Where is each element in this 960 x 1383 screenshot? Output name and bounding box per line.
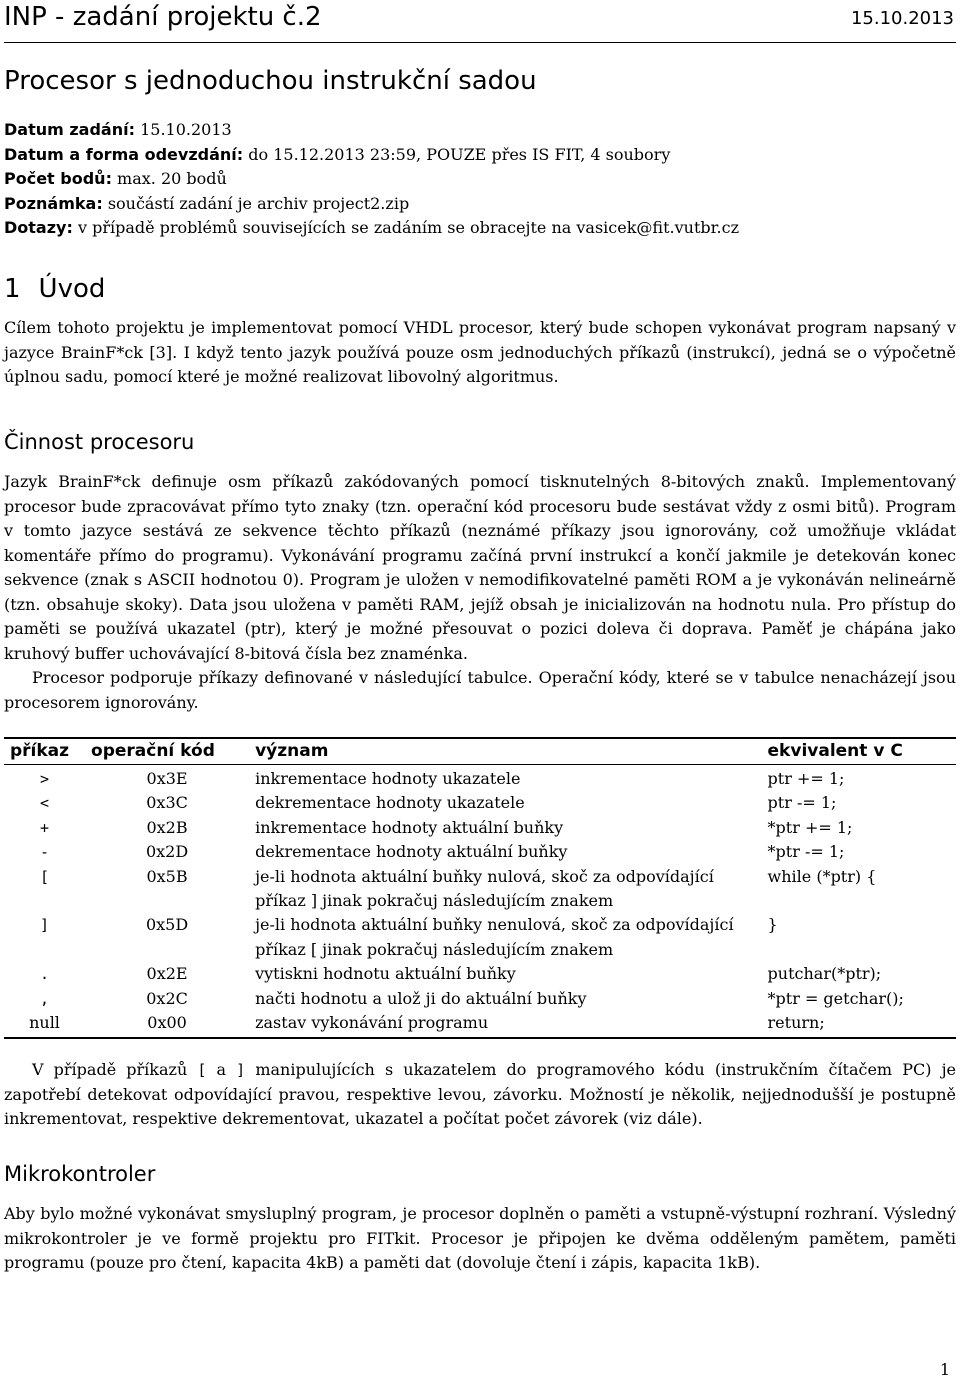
col-header-meaning: význam (249, 738, 761, 765)
cell-opcode: 0x2D (145, 842, 189, 862)
after-table-text: manipulujících s ukazatelem do programového kódu (instrukčním čítačem PC) je zapotřebí detekovat odpovídající pravou, respektive levou, závorku. Možností je několik, nejjednodušší je postupně inkrementovat, respektive dekrementovat, ukazatel a počítat počet závorek (viz dále). (4, 1060, 956, 1128)
meta-value: do 15.12.2013 23:59, POUZE přes IS FIT, 4 soubory (243, 144, 671, 164)
cell-meaning: dekrementace hodnoty ukazatele (255, 793, 525, 813)
meta-row (4, 118, 739, 143)
after-table-paragraph (4, 1058, 956, 1132)
meta-row (4, 192, 739, 217)
meta-block (4, 118, 739, 241)
cell-c-equivalent: *ptr -= 1; (767, 842, 845, 862)
cell-opcode: 0x2C (146, 988, 188, 1008)
meta-label: Datum a forma odevzdání: (4, 144, 244, 164)
page-number: 1 (939, 1360, 950, 1379)
meta-value: 15.10.2013 (135, 120, 232, 139)
cell-opcode: 0x3C (146, 793, 188, 813)
col-header-command: příkaz (4, 738, 85, 765)
header-title: INP - zadání projektu č.2 (4, 2, 322, 32)
code-close-bracket: ] (236, 1061, 246, 1079)
cell-command: . (39, 965, 50, 984)
cell-command: ] (39, 916, 50, 935)
cell-opcode: 0x2E (146, 964, 188, 984)
table-row (4, 913, 956, 962)
cell-c-equivalent: } (767, 915, 778, 935)
meta-label: Poznámka: (4, 193, 103, 213)
cell-c-equivalent: *ptr += 1; (767, 817, 853, 837)
cell-meaning: zastav vykonávání programu (249, 1011, 761, 1038)
cell-command: + (39, 818, 50, 837)
cell-meaning: dekrementace hodnoty aktuální buňky (255, 842, 568, 862)
cell-command: - (39, 843, 50, 862)
meta-value: max. 20 bodů (111, 169, 227, 188)
meta-row (4, 167, 739, 192)
section-heading-cinnost: Činnost procesoru (4, 430, 195, 454)
document-title: Procesor s jednoduchou instrukční sadou (4, 66, 537, 96)
cell-meaning: inkrementace hodnoty aktuální buňky (255, 817, 564, 837)
cell-opcode: 0x00 (85, 1011, 249, 1038)
after-table-text: V případě příkazů (32, 1060, 198, 1079)
table-row (4, 791, 956, 815)
after-table-text: a (206, 1060, 237, 1079)
cell-c-equivalent: putchar(*ptr); (767, 964, 882, 984)
cell-meaning: je-li hodnota aktuální buňky nenulová, skoč za odpovídající příkaz [ jinak pokračuj následujícím znakem (255, 915, 734, 959)
cell-opcode: 0x5D (145, 915, 189, 935)
cell-meaning: načti hodnotu a ulož ji do aktuální buňky (255, 988, 587, 1008)
cell-c-equivalent: *ptr = getchar(); (767, 988, 904, 1008)
meta-row (4, 216, 739, 241)
section-number: 1 (4, 274, 21, 304)
table-row (4, 1011, 956, 1038)
cell-command: null (4, 1011, 85, 1038)
table-row (4, 840, 956, 864)
mikrokontroler-paragraph: Aby bylo možné vykonávat smysluplný program, je procesor doplněn o paměti a vstupně-výstupní rozhraní. Výsledný mikrokontroler je ve formě projektu pro FITkit. Procesor je připojen ke dvěma odděleným pamětem, paměti programu (pouze pro čtení, kapacita 4kB) a paměti dat (dovoluje čtení i zápis, kapacita 1kB). (4, 1204, 956, 1272)
cell-meaning: vytiskni hodnotu aktuální buňky (255, 964, 516, 984)
table-row (4, 816, 956, 840)
cell-c-equivalent: while (*ptr) { (767, 866, 877, 886)
code-open-bracket: [ (197, 1061, 207, 1079)
meta-label: Datum zadání: (4, 120, 135, 139)
section-heading-mikrokontroler: Mikrokontroler (4, 1162, 156, 1186)
cell-command: , (39, 989, 50, 1008)
cinnost-paragraph-1: Jazyk BrainF*ck definuje osm příkazů zakódovaných pomocí tisknutelných 8-bitových znaků. Implementovaný procesor bude zpracovávat přímo tyto znaky (tzn. operační kód procesoru bude sestávat vždy z osmi bitů). Program v tomto jazyce sestává ze sekvence těchto příkazů (neznámé příkazy jsou ignorovány, což umožňuje vkládat komentáře přímo do programu). Vykonávání programu začíná první instrukcí a končí jakmile je detekován konec sekvence (znak s ASCII hodnotou 0). Program je uložen v nemodifikovatelné paměti ROM a je vykonáván nelineárně (tzn. obsahuje skoky). Data jsou uložena v paměti RAM, jejíž obsah je inicializován na hodnotu nula. Pro přístup do paměti se používá ukazatel (ptr), který je možné přesouvat o pozici doleva či doprava. Paměť je chápána jako kruhový buffer uchovávající 8-bitová čísla bez znaménka. (4, 472, 956, 663)
cell-opcode: 0x5B (146, 866, 188, 886)
page-header (4, 2, 956, 43)
table-row (4, 962, 956, 986)
meta-label: Dotazy: (4, 218, 73, 237)
cell-command: < (39, 794, 50, 813)
cell-opcode: 0x2B (146, 817, 188, 837)
instruction-table (4, 737, 956, 1039)
meta-label: Počet bodů: (4, 169, 112, 188)
header-date: 15.10.2013 (850, 8, 954, 29)
cinnost-paragraph-2: Procesor podporuje příkazy definované v následující tabulce. Operační kódy, které se v tabulce nenacházejí jsou procesorem ignorovány. (4, 668, 956, 712)
cell-command: [ (39, 867, 50, 886)
cell-command: > (39, 770, 50, 788)
meta-row (4, 143, 739, 168)
table-row (4, 765, 956, 792)
table-row (4, 865, 956, 914)
table-header-row (4, 738, 956, 765)
section-title: Úvod (38, 274, 106, 304)
cell-c-equivalent: ptr += 1; (767, 769, 845, 788)
meta-value: v případě problémů souvisejících se zadáním se obracejte na vasicek@fit.vutbr.cz (72, 218, 739, 237)
col-header-opcode: operační kód (85, 738, 249, 765)
section-heading-uvod (4, 274, 105, 304)
cell-c-equivalent: ptr -= 1; (767, 793, 837, 813)
uvod-paragraph: Cílem tohoto projektu je implementovat pomocí VHDL procesor, který bude schopen vykonávat program napsaný v jazyce BrainF*ck [3]. I když tento jazyk používá pouze osm jednoduchých příkazů (instrukcí), jedná se o výpočetně úplnou sadu, pomocí které je možné realizovat libovolný algoritmus. (4, 318, 956, 386)
col-header-c-equivalent: ekvivalent v C (762, 738, 956, 765)
meta-value: součástí zadání je archiv project2.zip (102, 193, 410, 213)
cell-c-equivalent: return; (762, 1011, 956, 1038)
cell-meaning: inkrementace hodnoty ukazatele (255, 769, 521, 788)
table-row (4, 987, 956, 1011)
cell-opcode: 0x3E (146, 769, 188, 788)
cell-meaning: je-li hodnota aktuální buňky nulová, skoč za odpovídající příkaz ] jinak pokračuj následujícím znakem (255, 866, 714, 911)
